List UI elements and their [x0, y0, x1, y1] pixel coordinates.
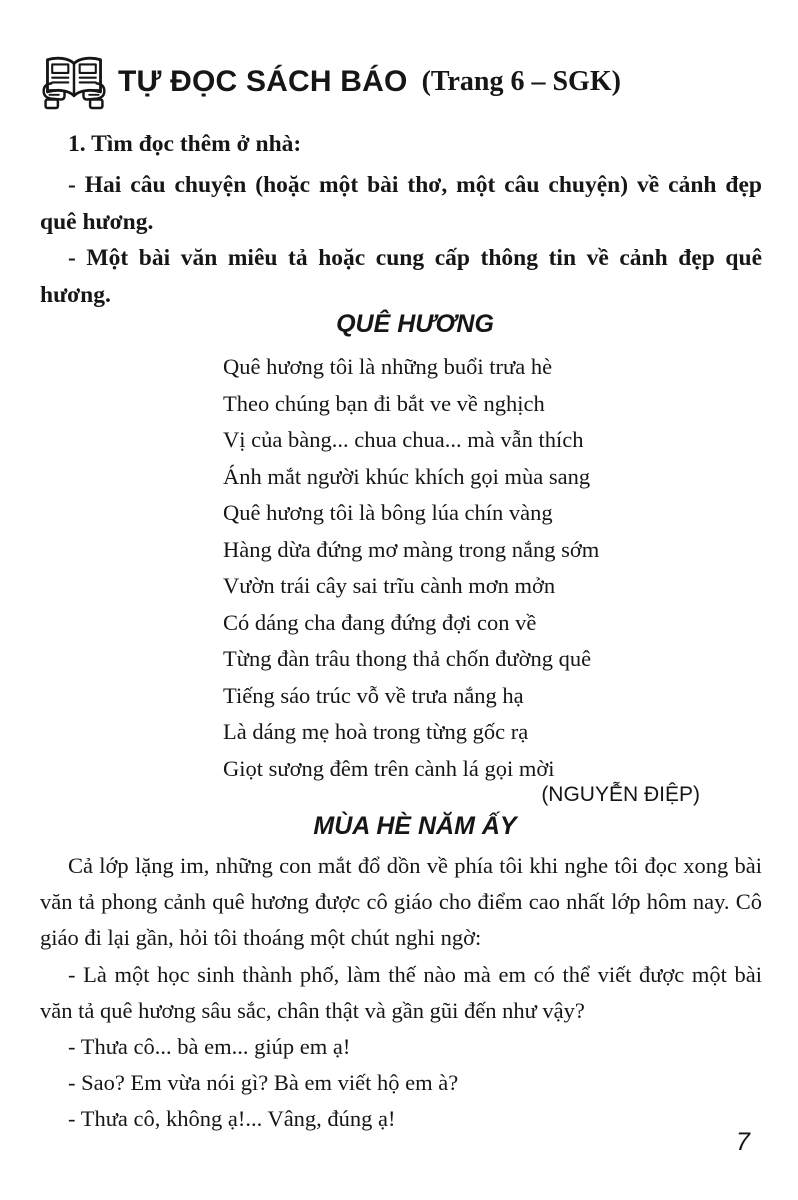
- poem-line: Hàng dừa đứng mơ màng trong nắng sớm: [223, 536, 600, 562]
- poem-line: Là dáng mẹ hoà trong từng gốc rạ: [223, 719, 529, 744]
- poem-line: Quê hương tôi là những buổi trưa hè: [223, 354, 553, 379]
- poem-line: Từng đàn trâu thong thả chốn đường quê: [223, 646, 592, 671]
- page-number: 7: [736, 1128, 750, 1156]
- section-subtitle: (Trang 6 – SGK): [421, 65, 621, 97]
- poem-title: QUÊ HƯƠNG: [336, 310, 494, 338]
- story-paragraph: - Sao? Em vừa nói gì? Bà em viết hộ em à?: [68, 1070, 459, 1096]
- instruction-list: [40, 167, 762, 313]
- open-book-in-hands-icon: [38, 52, 110, 111]
- instruction-item: - Hai câu chuyện (hoặc một bài thơ, một câu chuyện) về cảnh đẹp quê hương.: [40, 172, 762, 235]
- poem-line: Tiếng sáo trúc vỗ về trưa nắng hạ: [223, 682, 524, 708]
- instruction-item: - Một bài văn miêu tả hoặc cung cấp thông tin về cảnh đẹp quê hương.: [40, 245, 762, 308]
- story-paragraph: - Thưa cô... bà em... giúp em ạ!: [68, 1034, 351, 1060]
- poem-line: Quê hương tôi là bông lúa chín vàng: [223, 500, 553, 525]
- poem-line: Ánh mắt người khúc khích gọi mùa sang: [223, 463, 591, 489]
- story-paragraph: - Là một học sinh thành phố, làm thế nào mà em có thể viết được một bài văn tả quê hương sâu sắc, chân thật và gần gũi đến như vậy?: [40, 961, 762, 1023]
- poem-author: (NGUYỄN ĐIỆP): [541, 783, 700, 806]
- poem-body: [223, 349, 599, 787]
- story-paragraph: Cả lớp lặng im, những con mắt đổ dồn về phía tôi khi nghe tôi đọc xong bài văn tả phong cảnh quê hương được cô giáo cho điểm cao nhất lớp hôm nay. Cô giáo đi lại gần, hỏi tôi thoáng một chút nghi ngờ:: [40, 853, 762, 951]
- poem-line: Theo chúng bạn đi bắt ve về nghịch: [223, 390, 545, 416]
- poem-line: Có dáng cha đang đứng đợi con về: [223, 609, 537, 635]
- section-title: TỰ ĐỌC SÁCH BÁO: [118, 64, 408, 98]
- story-paragraph: - Thưa cô, không ạ!... Vâng, đúng ạ!: [68, 1106, 396, 1132]
- story-title: MÙA HÈ NĂM ẤY: [313, 812, 517, 840]
- poem-line: Vườn trái cây sai trĩu cành mơn mởn: [223, 573, 556, 598]
- poem-line: Giọt sương đêm trên cành lá gọi mời: [223, 755, 555, 781]
- poem-line: Vị của bàng... chua chua... mà vẫn thích: [223, 427, 584, 452]
- lesson-heading: 1. Tìm đọc thêm ở nhà:: [68, 131, 302, 157]
- story-body: [40, 848, 762, 1138]
- section-header: [38, 52, 621, 111]
